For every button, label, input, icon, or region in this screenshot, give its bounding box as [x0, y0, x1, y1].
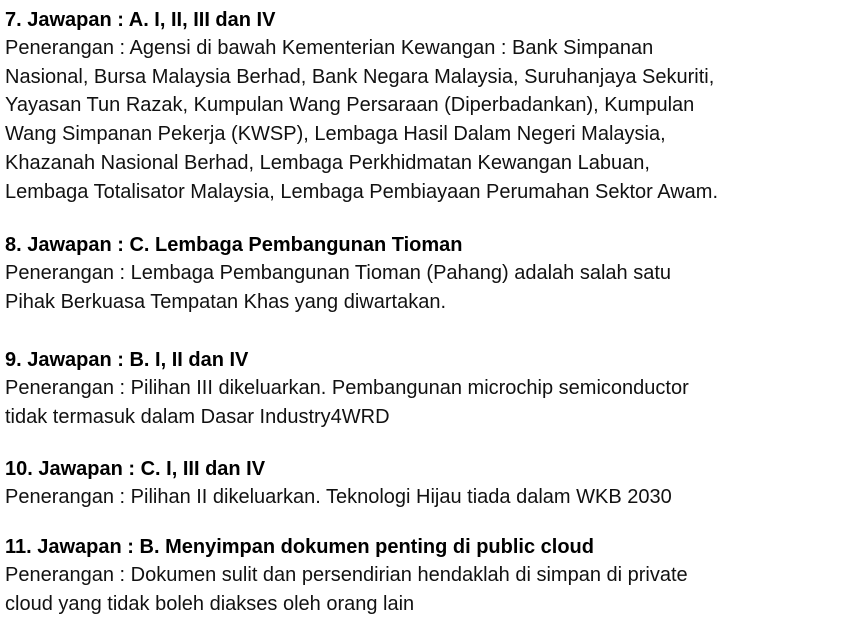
- explanation-line: tidak termasuk dalam Dasar Industry4WRD: [5, 405, 390, 428]
- explanation-line: Nasional, Bursa Malaysia Berhad, Bank Negara Malaysia, Suruhanjaya Sekuriti,: [5, 65, 715, 88]
- answer-block-10: [5, 455, 850, 512]
- answer-block-8: [5, 231, 850, 316]
- answer-heading: 8. Jawapan : C. Lembaga Pembangunan Tioman: [5, 234, 463, 256]
- answer-heading: 10. Jawapan : C. I, III dan IV: [5, 458, 266, 480]
- answer-block-11: [5, 533, 850, 618]
- explanation-line: Penerangan : Agensi di bawah Kementerian Kewangan : Bank Simpanan: [5, 37, 654, 59]
- explanation-line: Penerangan : Pilihan II dikeluarkan. Teknologi Hijau tiada dalam WKB 2030: [5, 486, 672, 508]
- explanation-line: Penerangan : Lembaga Pembangunan Tioman (Pahang) adalah salah satu: [5, 262, 672, 284]
- explanation-line: cloud yang tidak boleh diakses oleh orang lain: [5, 592, 415, 615]
- answer-heading: 11. Jawapan : B. Menyimpan dokumen penting di public cloud: [5, 536, 594, 558]
- answer-block-7: [5, 6, 850, 206]
- answer-heading: 9. Jawapan : B. I, II dan IV: [5, 349, 249, 371]
- answer-heading: 7. Jawapan : A. I, II, III dan IV: [5, 9, 276, 31]
- explanation-line: Lembaga Totalisator Malaysia, Lembaga Pembiayaan Perumahan Sektor Awam.: [5, 180, 718, 203]
- explanation-line: Yayasan Tun Razak, Kumpulan Wang Persaraan (Diperbadankan), Kumpulan: [5, 94, 695, 117]
- explanation-line: Pihak Berkuasa Tempatan Khas yang diwartakan.: [5, 290, 447, 313]
- explanation-line: Penerangan : Dokumen sulit dan persendirian hendaklah di simpan di private: [5, 564, 688, 586]
- answer-block-9: [5, 346, 850, 431]
- explanation-line: Wang Simpanan Pekerja (KWSP), Lembaga Hasil Dalam Negeri Malaysia,: [5, 123, 666, 146]
- explanation-line: Penerangan : Pilihan III dikeluarkan. Pembangunan microchip semiconductor: [5, 377, 689, 399]
- explanation-line: Khazanah Nasional Berhad, Lembaga Perkhidmatan Kewangan Labuan,: [5, 151, 650, 174]
